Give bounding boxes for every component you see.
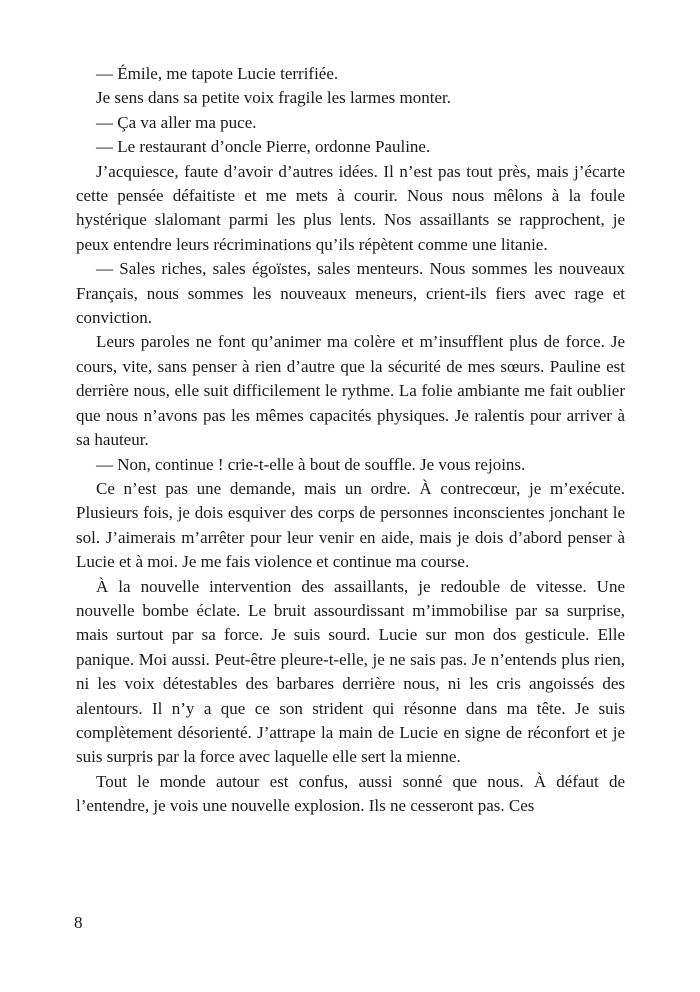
paragraph-8: — Non, continue ! crie-t-elle à bout de souffle. Je vous rejoins. [96,454,526,474]
paragraph-11: Tout le monde autour est confus, aussi sonné que nous. À défaut de l’entendre, je vois une nouvelle explosion. Ils ne cesseront pas. Ces [76,771,625,816]
paragraph-2: Je sens dans sa petite voix fragile les larmes monter. [96,88,452,108]
page-number: 8 [74,913,83,932]
paragraph-5: J’acquiesce, faute d’avoir d’autres idées. Il n’est pas tout près, mais j’écarte cette pensée défaitiste et me mets à courir. Nous nous mêlons à la foule hystérique slalomant parmi les plus lents. Nos assaillants se rapprochent, je peux entendre leurs récriminations qu’ils répètent comme une litanie. [76,161,625,254]
page-body [76,62,625,819]
paragraph-3: — Ça va aller ma puce. [96,112,257,132]
paragraph-7: Leurs paroles ne font qu’animer ma colère et m’insufflent plus de force. Je cours, vite, sans penser à rien d’autre que la sécurité de mes sœurs. Pauline est derrière nous, elle suit difficilement le rythme. La folie ambiante me fait oublier que nous n’avons pas les mêmes capacités physiques. Je ralentis pour arriver à sa hauteur. [76,332,625,450]
paragraph-4: — Le restaurant d’oncle Pierre, ordonne Pauline. [96,137,431,157]
paragraph-1: — Émile, me tapote Lucie terrifiée. [96,64,339,83]
paragraph-10: À la nouvelle intervention des assaillants, je redouble de vitesse. Une nouvelle bombe éclate. Le bruit assourdissant m’immobilise par sa surprise, mais surtout par sa force. Je suis sourd. Lucie sur mon dos gesticule. Elle panique. Moi aussi. Peut-être pleure-t-elle, je ne sais pas. Je n’entends plus rien, ni les voix détestables des barbares derrière nous, ni les cris angoissés des alentours. Il n’y a que ce son strident qui résonne dans ma tête. Je suis complètement désorienté. J’attrape la main de Lucie en signe de réconfort et je suis surpris par la force avec laquelle elle sert la mienne. [76,576,625,767]
paragraph-9: Ce n’est pas une demande, mais un ordre. À contrecœur, je m’exécute. Plusieurs fois, je dois esquiver des corps de personnes inconscientes jonchant le sol. J’aimerais m’arrêter pour leur venir en aide, mais je dois d’abord penser à Lucie et à moi. Je me fais violence et continue ma course. [76,478,625,572]
paragraph-6: — Sales riches, sales égoïstes, sales menteurs. Nous sommes les nouveaux Français, nous sommes les nouveaux meneurs, crient-ils fiers avec rage et conviction. [76,259,625,328]
